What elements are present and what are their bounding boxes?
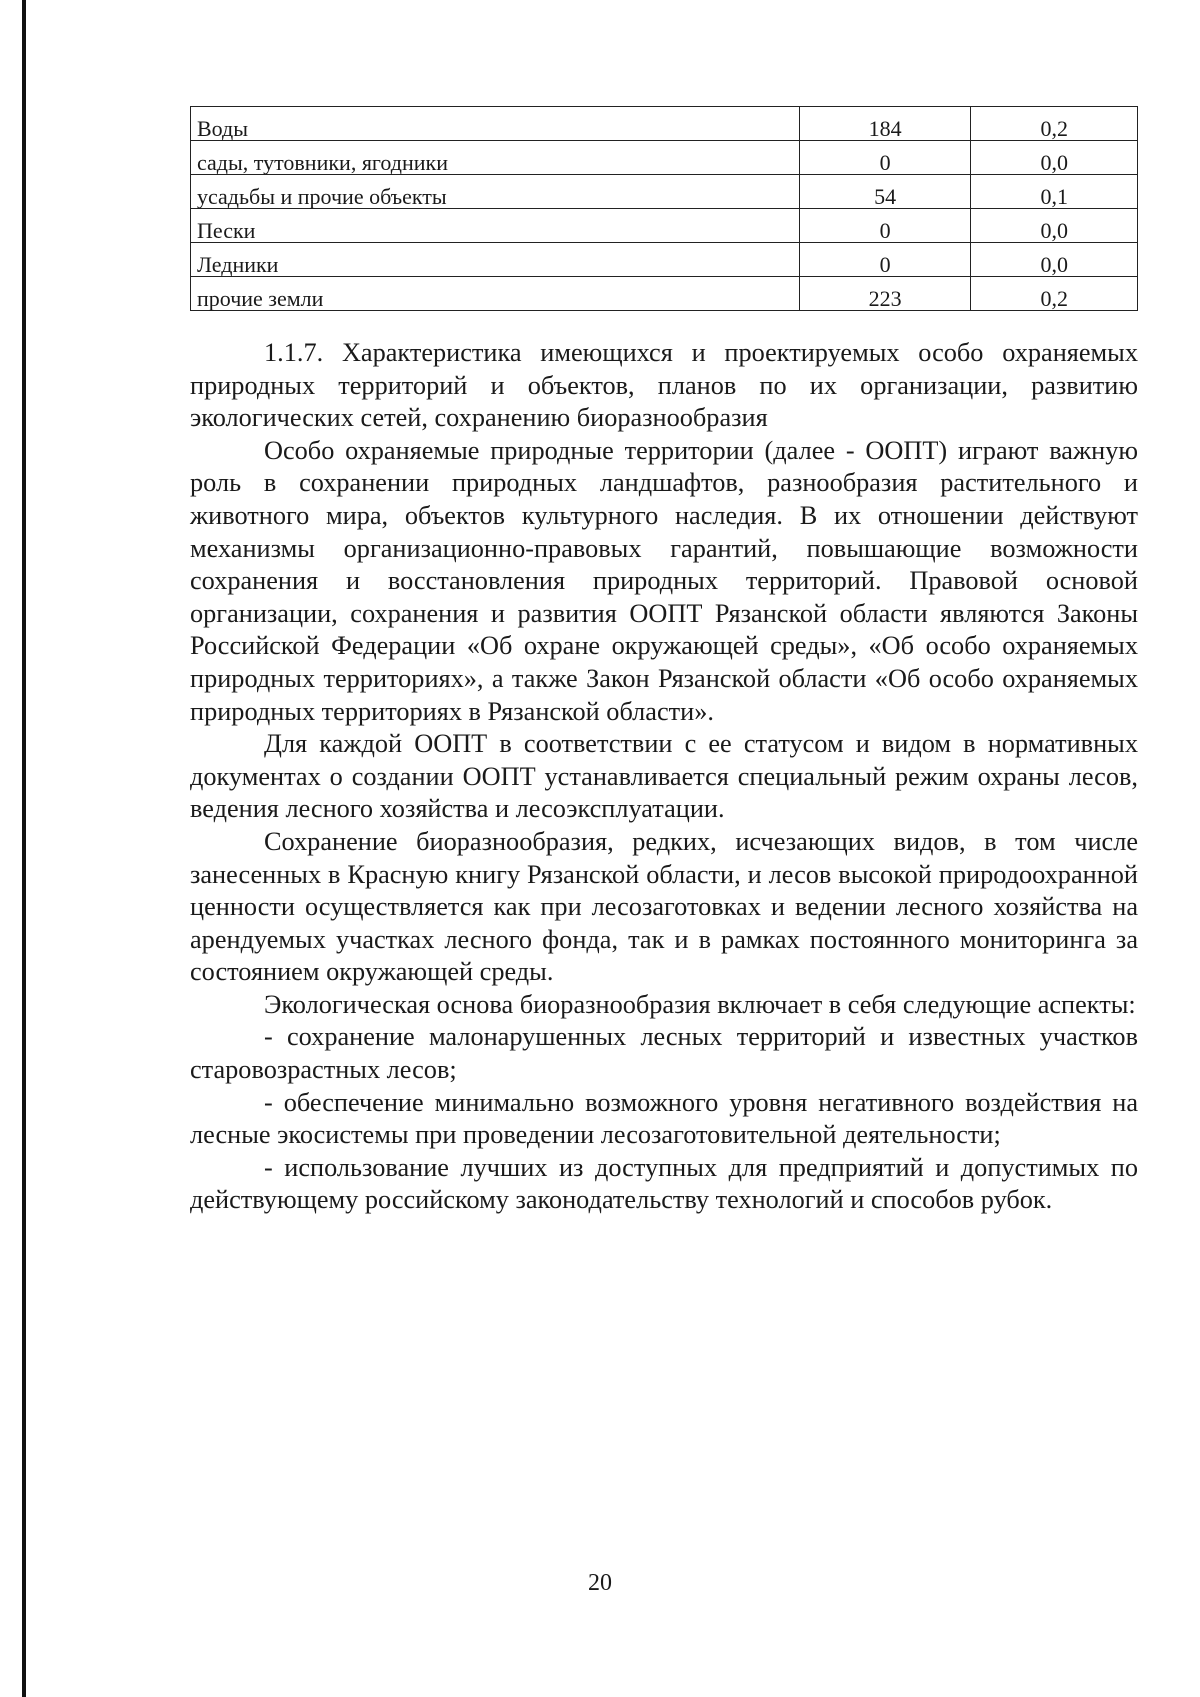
scan-edge-line xyxy=(22,0,26,1697)
table-row xyxy=(191,141,1138,175)
section-heading: 1.1.7. Характеристика имеющихся и проектируемых особо охраняемых природных территорий и объектов, планов по их организации, развитию экологических сетей, сохранению биоразнообразия xyxy=(190,338,1138,433)
table-cell-category: Воды xyxy=(191,107,800,141)
table-row xyxy=(191,107,1138,141)
paragraph: Сохранение биоразнообразия, редких, исчезающих видов, в том числе занесенных в Красную книгу Рязанской области, и лесов высокой природоохранной ценности осуществляется как при лесозаготовках и ведении лесного хозяйства на арендуемых участках лесного фонда, так и в рамках постоянного мониторинга за состоянием окружающей среды. xyxy=(190,826,1138,987)
table-row xyxy=(191,175,1138,209)
body-text xyxy=(190,337,1138,1217)
table-cell-area: 184 xyxy=(799,107,971,141)
list-item: - обеспечение минимально возможного уровня негативного воздействия на лесные экосистемы при проведении лесозаготовительной деятельности; xyxy=(190,1087,1138,1150)
paragraph: Для каждой ООПТ в соответствии с ее статусом и видом в нормативных документах о создании ООПТ устанавливается специальный режим охраны лесов, ведения лесного хозяйства и лесоэксплуатации. xyxy=(190,729,1138,824)
table-row xyxy=(191,209,1138,243)
table-cell-category: Пески xyxy=(191,209,800,243)
table-cell-category: прочие земли xyxy=(191,277,800,311)
table-row xyxy=(191,243,1138,277)
table-cell-area: 223 xyxy=(799,277,971,311)
list-item: - использование лучших из доступных для предприятий и допустимых по действующему российскому законодательству технологий и способов рубок. xyxy=(190,1152,1138,1215)
list-item: - сохранение малонарушенных лесных территорий и известных участков старовозрастных лесов; xyxy=(190,1022,1138,1085)
table-cell-percent: 0,2 xyxy=(971,107,1138,141)
table-cell-category: усадьбы и прочие объекты xyxy=(191,175,800,209)
table-cell-area: 0 xyxy=(799,209,971,243)
land-category-table xyxy=(190,106,1138,311)
paragraph: Особо охраняемые природные территории (далее - ООПТ) играют важную роль в сохранении природных ландшафтов, разнообразия растительного и животного мира, объектов культурного наследия. В их отношении действуют механизмы организационно-правовых гарантий, повышающие возможности сохранения и восстановления природных территорий. Правовой основой организации, сохранения и развития ООПТ Рязанской области являются Законы Российской Федерации «Об охране окружающей среды», «Об особо охраняемых природных территориях», а также Закон Рязанской области «Об особо охраняемых природных территориях в Рязанской области». xyxy=(190,435,1138,726)
table-cell-area: 0 xyxy=(799,243,971,277)
table-cell-percent: 0,0 xyxy=(971,243,1138,277)
page-number: 20 xyxy=(588,1570,612,1596)
table-cell-category: Ледники xyxy=(191,243,800,277)
table-cell-percent: 0,0 xyxy=(971,209,1138,243)
table-cell-category: сады, тутовники, ягодники xyxy=(191,141,800,175)
table-cell-area: 0 xyxy=(799,141,971,175)
paragraph: Экологическая основа биоразнообразия включает в себя следующие аспекты: xyxy=(264,989,1136,1019)
table-cell-percent: 0,0 xyxy=(971,141,1138,175)
table-cell-area: 54 xyxy=(799,175,971,209)
document-content xyxy=(190,106,1138,1217)
table-row xyxy=(191,277,1138,311)
table-cell-percent: 0,2 xyxy=(971,277,1138,311)
table-cell-percent: 0,1 xyxy=(971,175,1138,209)
